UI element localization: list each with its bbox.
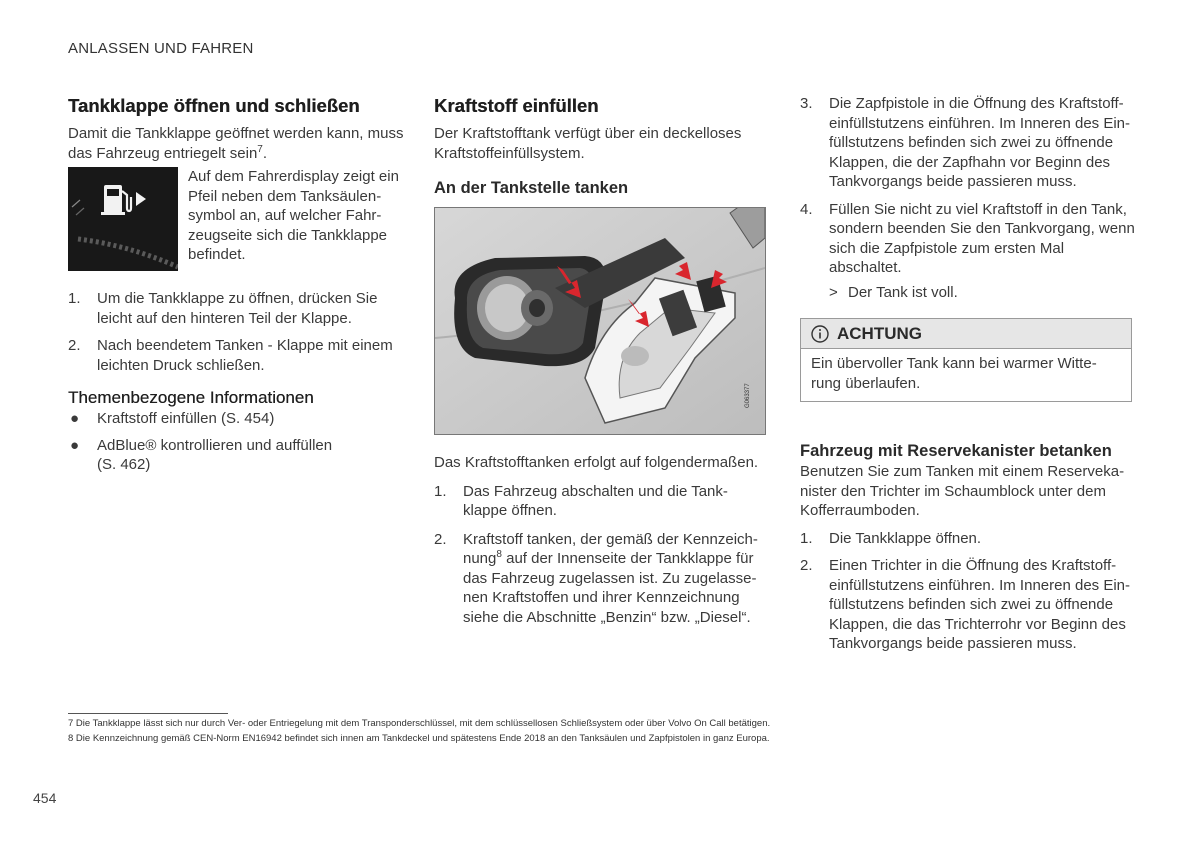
column-refuel-continued <box>800 94 1135 654</box>
figure-code: G063377 <box>745 383 751 408</box>
refuel-step: 4. Füllen Sie nicht zu viel Kraftstoff in den Tank, sondern beenden Sie den Tankvorgang, wenn sich die Zapfpistole zum ersten Mal abschaltet. <box>800 200 1135 276</box>
result-marker: > <box>829 283 838 301</box>
refuel-step: 3. Die Zapfpistole in die Öffnung des Kraftstoffeinfüllstutzens einführen. Im Inneren des Einfüllstutzens befinden sich zwei zu öffnende Klappen, die der Zapfhahn vor Beginn des Tankvorgangs beide passieren muss. <box>800 95 1131 190</box>
fuel-flap-step: 2. Nach beendetem Tanken - Klappe mit einem leichten Druck schließen. <box>68 337 393 374</box>
section-header: ANLASSEN UND FAHREN <box>68 40 254 57</box>
refuel-title: Kraftstoff einfüllen <box>434 95 599 116</box>
related-link[interactable]: ● AdBlue® kontrollieren und auffüllen (S. 462) <box>70 436 333 473</box>
fuel-flap-intro: Damit die Tankklappe geöffnet werden kann, muss das Fahrzeug entriegelt sein$^7$. <box>68 125 404 162</box>
fuel-display-image <box>68 167 178 271</box>
fuel-filler-illustration <box>434 207 766 435</box>
reserve-canister-title: Fahrzeug mit Reservekanister betanken <box>800 442 1112 460</box>
page-number: 454 <box>33 790 57 806</box>
refuel-step: 2. Kraftstoff tanken, der gemäß der Kennzeichnung$^8$ auf der Innenseite der Tankklappe für das Fahrzeug zugelassen ist. Zu zugelassenen Kraftstoffen und ihrer Kennzeichnung siehe die Abschnitte „Benzin“ bzw. „Diesel“. <box>434 530 758 626</box>
refuel-step: 1. Das Fahrzeug abschalten und die Tankklappe öffnen. <box>434 482 728 519</box>
warning-header <box>801 319 1131 349</box>
fuel-pump-indicator-icon <box>68 167 178 271</box>
fuel-display-description: Auf dem Fahrerdisplay zeigt ein Pfeil neben dem Tanksäulensymbol an, auf welcher Fahrzeugseite sich die Tankklappe befindet. <box>188 168 399 263</box>
column-fuel-flap <box>68 94 408 475</box>
refuel-result: > Der Tank ist voll. <box>829 283 958 301</box>
warning-title: ACHTUNG <box>837 323 922 343</box>
reserve-step: 1. Die Tankklappe öffnen. <box>800 529 982 547</box>
fuel-flap-step: 1. Um die Tankklappe zu öffnen, drücken Sie leicht auf den hinteren Teil der Klappe. <box>68 290 378 327</box>
fuel-flap-title: Tankklappe öffnen und schließen <box>68 95 360 116</box>
related-link[interactable]: ● Kraftstoff einfüllen (S. 454) <box>70 410 275 427</box>
footnote-ref-7[interactable]: 7 <box>257 143 263 155</box>
reserve-step: 2. Einen Trichter in die Öffnung des Kraftstoffeinfüllstutzens einführen. Im Inneren des Einfüllstutzens befinden sich zwei zu öffnende Klappen, die das Trichterrohr vor Beginn des Tankvorgangs beide passieren muss. <box>800 557 1131 652</box>
warning-box <box>800 318 1132 402</box>
reserve-canister-intro: Benutzen Sie zum Tanken mit einem Reservekanister den Trichter im Schaumblock unter dem Kofferraumboden. <box>800 463 1125 519</box>
footnote-8: 8 Die Kennzeichnung gemäß CEN-Norm EN16942 befindet sich innen am Tankdeckel und spätestens Ende 2018 an den Tanksäulen und Zapfpistolen in ganz Europa. <box>68 733 770 744</box>
column-refuel <box>434 94 769 627</box>
info-circle-icon <box>811 325 829 343</box>
related-info-title: Themenbezogene Informationen <box>68 388 314 407</box>
warning-text: Ein übervoller Tank kann bei warmer Witterung überlaufen. <box>811 355 1097 392</box>
footnote-ref-8[interactable]: 8 <box>496 549 502 560</box>
gas-station-subtitle: An der Tankstelle tanken <box>434 179 629 197</box>
figure-caption: Das Kraftstofftanken erfolgt auf folgendermaßen. <box>434 454 759 471</box>
refuel-intro: Der Kraftstofftank verfügt über ein deckelloses Kraftstoffeinfüllsystem. <box>434 125 742 162</box>
fuel-nozzle-diagram <box>435 208 765 434</box>
footnote-7: 7 Die Tankklappe lässt sich nur durch Ver- oder Entriegelung mit dem Transponderschlüssel, mit dem schlüssellosen Schließsystem oder über Volvo On Call betätigen. <box>68 718 771 729</box>
footnote-divider <box>68 713 228 714</box>
